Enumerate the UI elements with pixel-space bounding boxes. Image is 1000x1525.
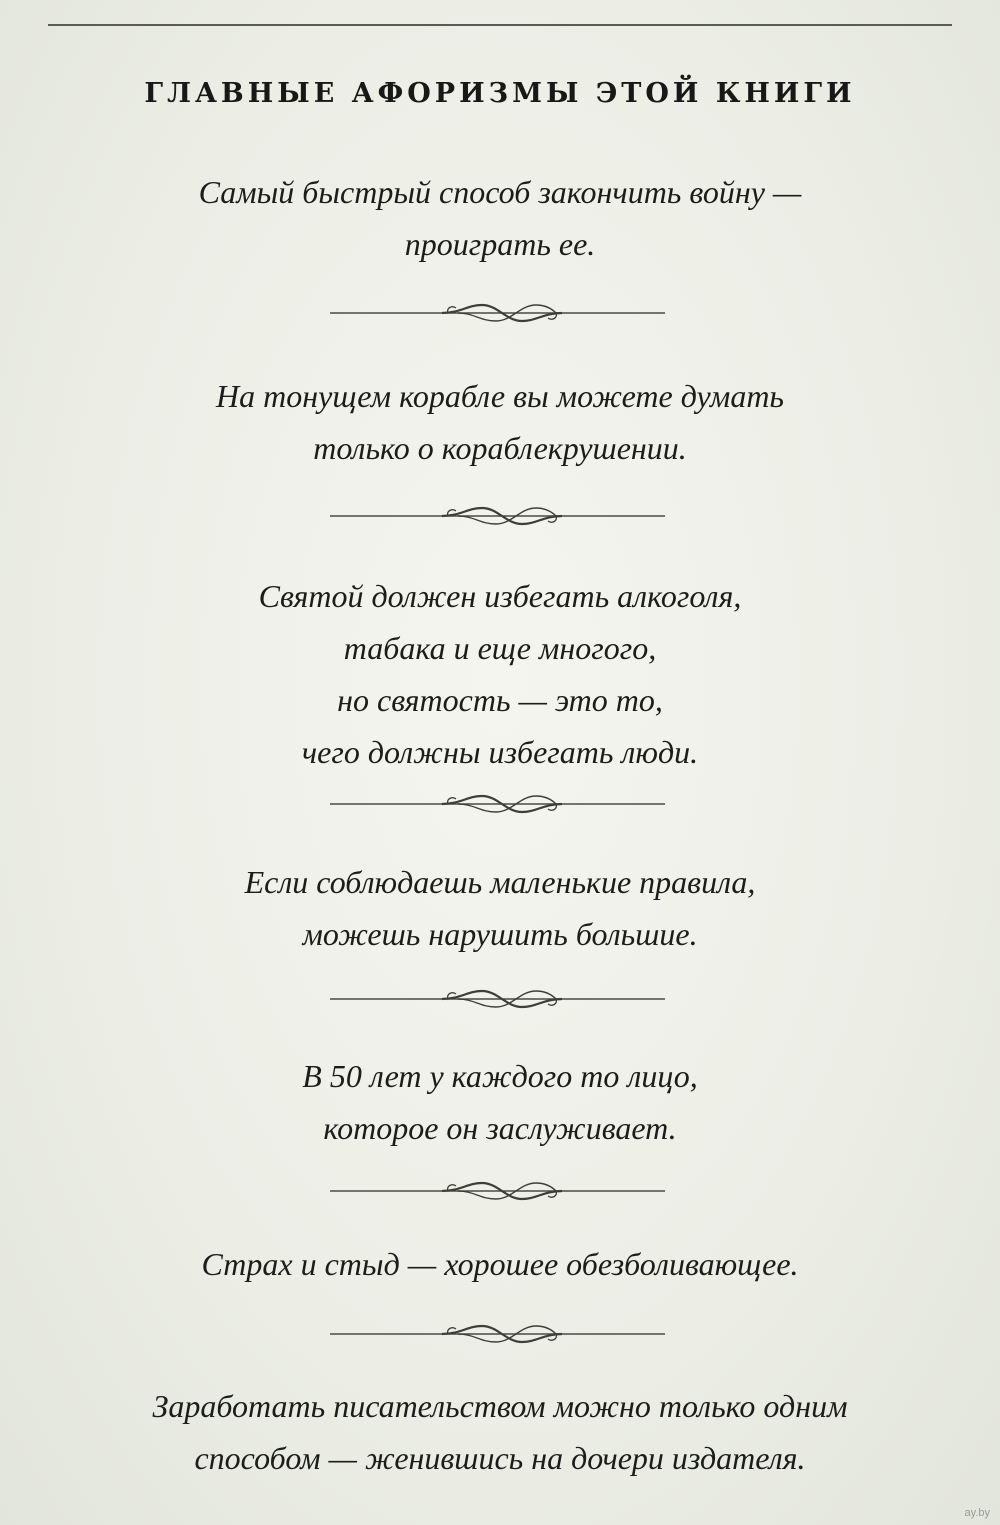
aphorism-5 — [60, 1050, 940, 1154]
divider-ornament-icon — [330, 1180, 665, 1204]
aphorism-line: только о кораблекрушении. — [313, 430, 687, 466]
aphorism-line: чего должны избегать люди. — [301, 734, 699, 770]
aphorism-line: проиграть ее. — [404, 226, 596, 262]
aphorism-line: Заработать писательством можно только одним — [152, 1388, 848, 1424]
aphorism-4 — [60, 856, 940, 960]
divider-ornament-icon — [330, 793, 665, 817]
aphorism-line: Самый быстрый способ закончить войну — — [198, 174, 802, 210]
aphorism-line: табака и еще многого, — [343, 630, 657, 666]
aphorism-line: Страх и стыд — хорошее обезболивающее. — [201, 1246, 799, 1282]
page-heading: ГЛАВНЫЕ АФОРИЗМЫ ЭТОЙ КНИГИ — [144, 78, 856, 109]
watermark: ay.by — [964, 1507, 990, 1519]
divider-ornament-icon — [330, 505, 665, 529]
aphorism-1 — [60, 166, 940, 270]
top-rule — [48, 24, 952, 26]
aphorism-line: можешь нарушить большие. — [302, 916, 698, 952]
aphorism-line: но святость — это то, — [337, 682, 663, 718]
aphorism-6 — [60, 1238, 940, 1290]
divider-ornament-icon — [330, 988, 665, 1012]
aphorism-line: На тонущем корабле вы можете думать — [216, 378, 784, 414]
aphorism-2 — [60, 370, 940, 474]
aphorism-line: Святой должен избегать алкоголя, — [258, 578, 742, 614]
divider-ornament-icon — [330, 1323, 665, 1347]
divider-ornament-icon — [330, 302, 665, 326]
aphorism-line: которое он заслуживает. — [323, 1110, 677, 1146]
aphorism-line: способом — женившись на дочери издателя. — [194, 1440, 806, 1476]
aphorism-7 — [40, 1380, 960, 1484]
aphorism-3 — [60, 570, 940, 778]
aphorism-line: В 50 лет у каждого то лицо, — [302, 1058, 698, 1094]
aphorism-line: Если соблюдаешь маленькие правила, — [244, 864, 756, 900]
